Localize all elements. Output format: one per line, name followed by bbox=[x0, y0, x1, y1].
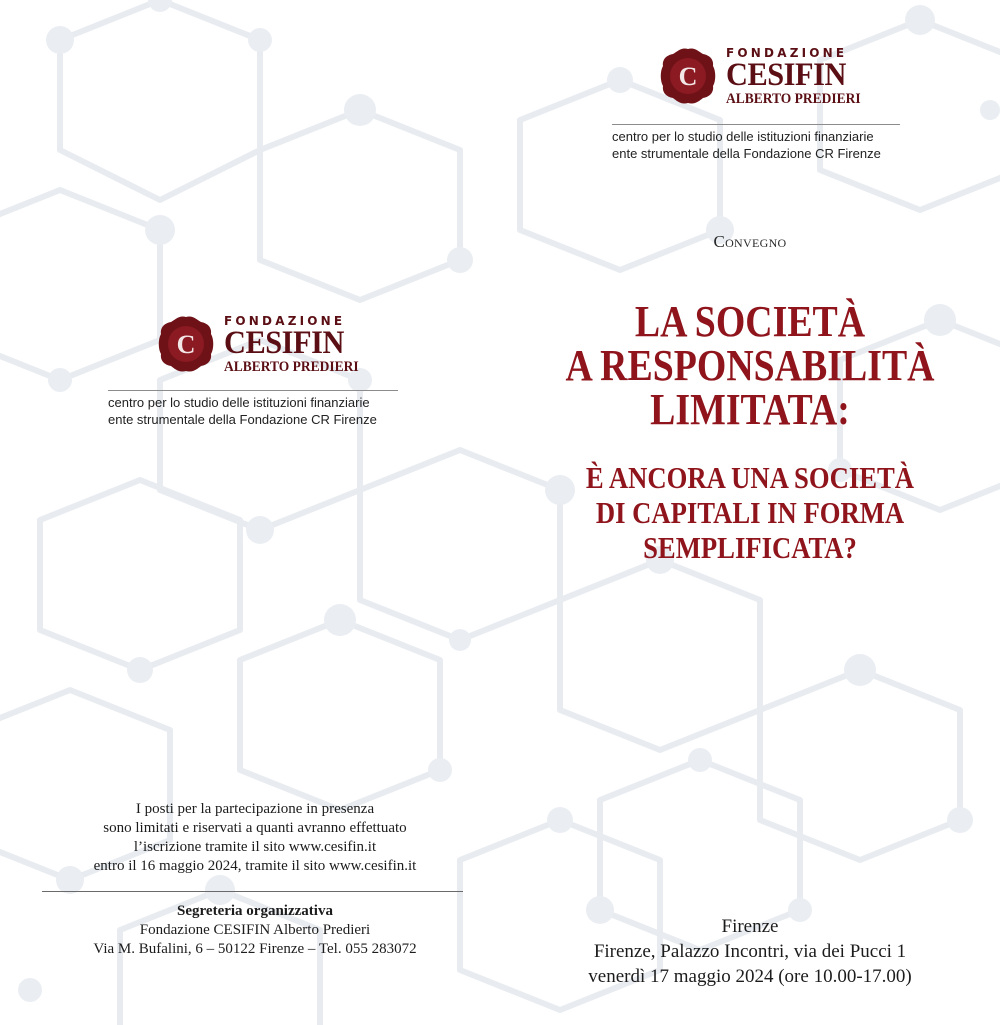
cesifin-logo-right bbox=[658, 46, 898, 110]
venue-city: Firenze bbox=[721, 916, 779, 937]
logo-divider-left bbox=[108, 390, 398, 391]
cesifin-logo-left bbox=[156, 314, 396, 378]
subtitle-line: DI CAPITALI IN FORMA bbox=[595, 495, 905, 530]
logo-line-cesifin: CESIFIN bbox=[726, 57, 846, 93]
secretariat-address: Via M. Bufalini, 6 – 50122 Firenze – Tel. 055 283072 bbox=[93, 941, 417, 957]
registration-notice bbox=[40, 800, 470, 876]
logo-line-alberto-predieri: ALBERTO PREDIERI bbox=[224, 359, 359, 375]
emblem-letter: C bbox=[678, 62, 698, 91]
emblem-letter: C bbox=[176, 330, 196, 359]
logo-line-fondazione: FONDAZIONE bbox=[726, 46, 848, 60]
logo-line-alberto-predieri: ALBERTO PREDIERI bbox=[726, 91, 861, 107]
logo-wordmark bbox=[726, 46, 876, 107]
venue-datetime: venerdì 17 maggio 2024 (ore 10.00-17.00) bbox=[588, 966, 912, 987]
notice-line: entro il 16 maggio 2024, tramite il sito www.cesifin.it bbox=[93, 858, 417, 874]
secretariat-org: Fondazione CESIFIN Alberto Predieri bbox=[139, 922, 371, 938]
notice-divider bbox=[42, 891, 463, 892]
cesifin-emblem-icon bbox=[658, 46, 718, 106]
event-type-label: Convegno bbox=[713, 232, 787, 251]
event-title-block bbox=[520, 297, 980, 565]
logo-wordmark bbox=[224, 314, 374, 375]
logo-divider-right bbox=[612, 124, 900, 125]
organizing-secretariat bbox=[40, 902, 470, 959]
event-venue bbox=[540, 914, 960, 989]
notice-line: l’iscrizione tramite il sito www.cesifin.it bbox=[133, 839, 377, 855]
subtitle-line: SEMPLIFICATA? bbox=[643, 530, 857, 565]
caption-line-1: centro per lo studio delle istituzioni finanziarie bbox=[612, 129, 874, 144]
logo-line-cesifin: CESIFIN bbox=[224, 325, 344, 361]
title-line: LA SOCIETÀ bbox=[634, 297, 866, 346]
event-title bbox=[552, 297, 948, 434]
venue-address: Firenze, Palazzo Incontri, via dei Pucci 1 bbox=[593, 941, 907, 962]
caption-line-1: centro per lo studio delle istituzioni finanziarie bbox=[108, 395, 370, 410]
title-line: LIMITATA: bbox=[650, 385, 850, 434]
logo-line-fondazione: FONDAZIONE bbox=[224, 314, 346, 328]
notice-line: sono limitati e riservati a quanti avranno effettuato bbox=[103, 820, 407, 836]
caption-line-2: ente strumentale della Fondazione CR Firenze bbox=[612, 146, 881, 161]
cesifin-emblem-icon bbox=[156, 314, 216, 374]
logo-caption-right bbox=[612, 128, 881, 162]
logo-caption-left bbox=[108, 394, 377, 428]
event-subtitle bbox=[552, 460, 948, 565]
notice-line: I posti per la partecipazione in presenza bbox=[135, 801, 375, 817]
subtitle-line: È ANCORA UNA SOCIETÀ bbox=[585, 460, 915, 495]
secretariat-heading: Segreteria organizzativa bbox=[177, 903, 333, 919]
caption-line-2: ente strumentale della Fondazione CR Firenze bbox=[108, 412, 377, 427]
title-line: A RESPONSABILITÀ bbox=[565, 341, 935, 390]
